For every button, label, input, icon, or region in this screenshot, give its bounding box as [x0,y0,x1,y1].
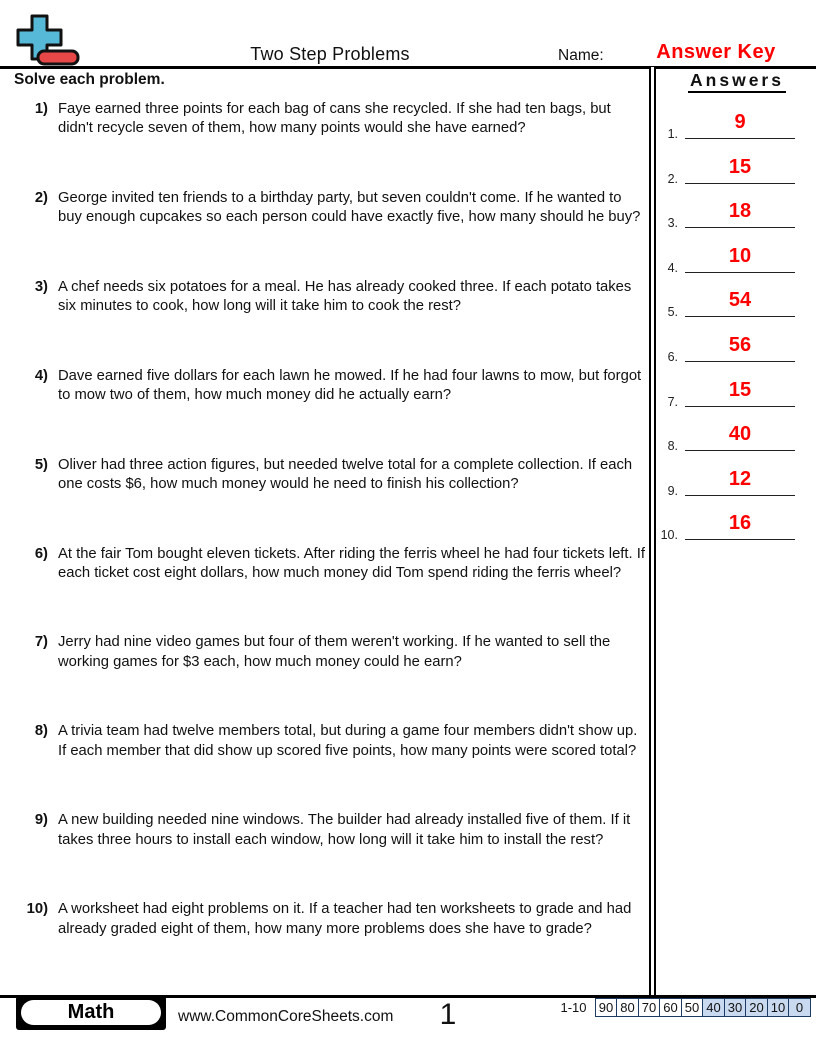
answer-row [650,510,810,543]
problem-number: 4) [34,367,48,384]
answer-line [685,420,795,451]
answer-row [650,198,810,231]
answer-line [685,509,795,540]
answer-line [685,197,795,228]
answer-row [650,109,810,139]
problem-item [0,278,648,317]
answer-number: 1. [667,127,678,141]
answer-value: 12 [728,467,752,490]
answer-number: 8. [667,439,678,454]
problem-number: 3) [34,278,48,295]
score-cells [595,998,812,1017]
problem-text: George invited ten friends to a birthday party, but seven couldn't come. If he wanted to buy enough cupcakes so each person could have exactly five, how many should he buy? [58,189,641,226]
answer-value: 9 [734,111,746,133]
answer-number: 10. [660,528,678,543]
score-cell: 30 [724,998,747,1017]
problem-text: Dave earned five dollars for each lawn he mowed. If he had four lawns to mow, but forgot to mow two of them, how much money did he actually earn? [58,367,642,404]
score-table [560,998,811,1017]
answer-value: 15 [728,378,752,401]
answer-row [650,466,810,496]
problem-item [0,100,648,139]
problem-item [0,722,648,761]
problem-text: A chef needs six potatoes for a meal. He has already cooked three. If each potato takes six minutes to cook, how long will it take him to cook the rest? [58,278,632,315]
score-cell: 80 [616,998,639,1017]
instructions: Solve each problem. [14,71,165,88]
problem-number: 2) [34,189,48,206]
problem-text: Oliver had three action figures, but needed twelve total for a complete collection. If each one costs $6, how much money would he need to finish his collection? [58,456,633,492]
problem-item [0,367,648,406]
answer-row [650,287,810,320]
answer-row [650,243,810,273]
problem-number: 10) [26,901,48,918]
problem-text: Faye earned three points for each bag of cans she recycled. If she had ten bags, but didn't recycle seven of them, how many points would she have earned? [58,101,611,137]
answer-line [685,108,795,139]
answer-number: 3. [667,216,678,231]
problem-number: 9) [34,812,48,829]
answer-number: 5. [667,305,678,320]
answer-number: 9. [667,483,678,498]
score-cell: 10 [767,998,790,1017]
score-cell: 60 [659,998,682,1017]
score-cell: 40 [702,998,725,1017]
problem-number: 5) [34,456,48,473]
subject-badge [16,996,166,1030]
answer-row [650,421,810,454]
answer-key-label: Answer Key [656,41,776,63]
score-cell: 20 [745,998,768,1017]
page-title: Two Step Problems [250,44,410,64]
answer-number: 6. [667,350,678,364]
answer-value: 18 [728,200,752,223]
answer-value: 15 [728,155,752,178]
answer-line [685,153,795,184]
answer-line [685,376,795,407]
answers-heading-text: Answers [688,70,786,93]
score-cell: 0 [788,998,811,1017]
problem-item [0,900,648,939]
answer-number: 4. [667,260,678,275]
answer-value: 16 [728,512,752,535]
problem-item [0,545,648,584]
answer-value: 10 [728,244,752,267]
problem-text: At the fair Tom bought eleven tickets. After riding the ferris wheel he had four tickets left. If each ticket cost eight dollars, how much money did Tom spend riding the ferris wheel? [58,545,645,581]
problem-text: A worksheet had eight problems on it. If a teacher had ten worksheets to grade and had already graded eight of them, how many more problems does she have to grade? [58,901,632,937]
header-divider [0,66,816,69]
answers-heading [658,70,816,91]
score-cell: 50 [681,998,704,1017]
problem-number: 1) [34,101,48,117]
answer-row [650,332,810,362]
answer-line [685,242,795,273]
problem-text: A trivia team had twelve members total, but during a game four members didn't show up. If each member that did show up scored five points, how many points were scored total? [58,723,638,759]
answer-value: 56 [728,334,752,356]
problem-item [0,633,648,672]
problem-text: Jerry had nine video games but four of them weren't working. If he wanted to sell the working games for $3 each, how much money could he earn? [58,634,611,670]
answer-value: 54 [728,289,752,312]
website-link: www.CommonCoreSheets.com [178,1008,394,1025]
answer-row [650,154,810,184]
problem-item [0,811,648,850]
problem-number: 6) [34,545,48,562]
name-label: Name: [558,47,604,64]
page-number: 1 [439,998,457,1031]
problem-item [0,189,648,228]
subject-label: Math [21,1000,161,1025]
score-cell: 70 [638,998,661,1017]
answer-row [650,377,810,407]
problem-text: A new building needed nine windows. The builder had already installed five of them. If it takes three hours to install each window, how long will it take him to install the rest? [58,812,631,848]
problem-number: 7) [34,634,48,651]
answer-line [685,286,795,317]
score-cell: 90 [595,998,618,1017]
answer-number: 2. [667,171,678,186]
problem-number: 8) [34,723,48,740]
problem-item [0,456,648,495]
score-range-label: 1-10 [560,1000,587,1015]
answer-value: 40 [728,423,752,446]
answer-line [685,465,795,496]
answer-line [685,331,795,362]
answer-number: 7. [667,394,678,409]
